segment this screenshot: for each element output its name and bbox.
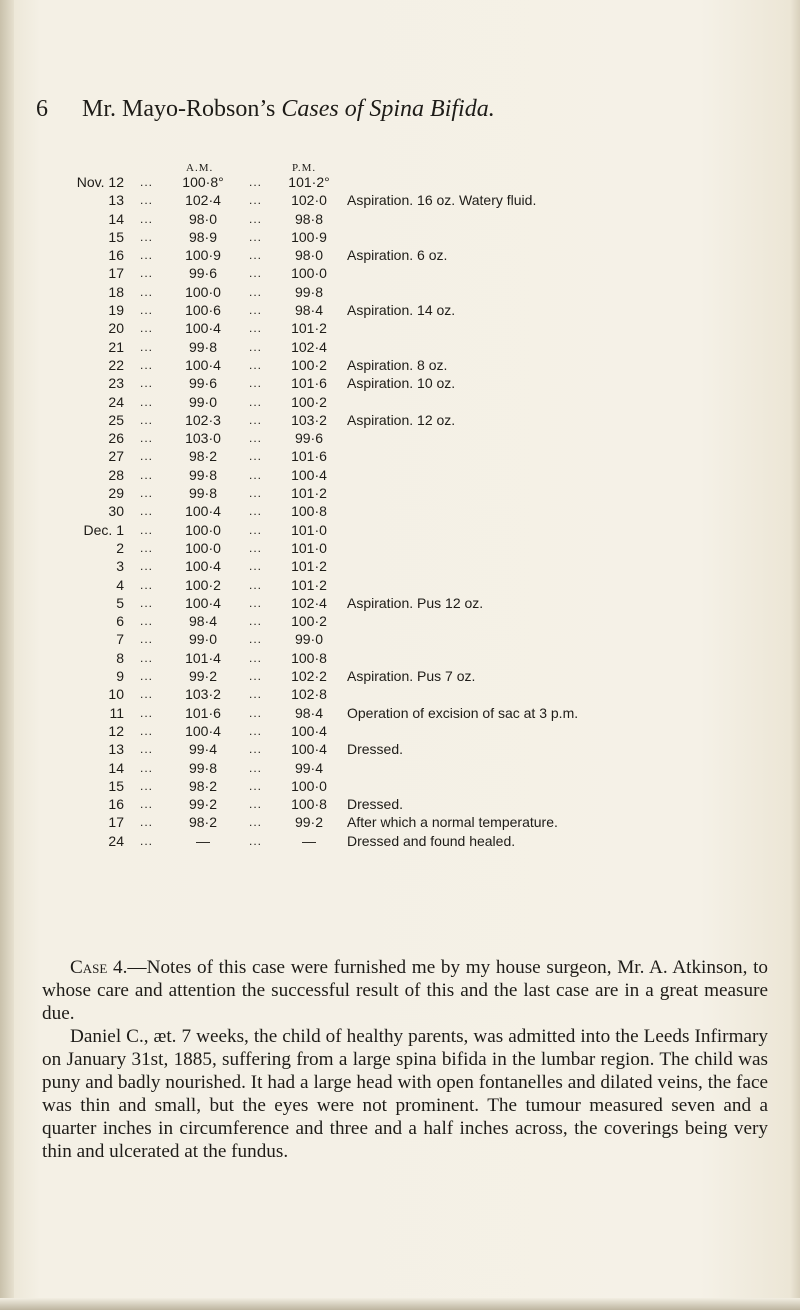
row-leader-dots: ... [249,284,263,299]
row-leader-dots: ... [140,815,154,830]
table-row [0,356,800,374]
table-row [0,704,800,722]
row-leader-dots: ... [140,742,154,757]
row-leader-dots: ... [249,412,263,427]
row-note: Aspiration. Pus 7 oz. [347,668,476,685]
row-am-temp: 98·9 [188,228,218,245]
row-date: 14 [108,210,124,227]
row-note: Aspiration. 8 oz. [347,356,448,373]
row-leader-dots: ... [140,522,154,537]
row-date: 19 [108,302,124,319]
row-leader-dots: ... [140,577,154,592]
row-am-temp: 99·8 [188,759,218,776]
table-row [0,429,800,447]
row-pm-temp: 100·0 [291,777,327,794]
row-pm-temp: 100·4 [291,741,327,758]
row-am-temp: 99·2 [188,668,218,685]
row-am-temp: 100·8° [182,174,224,190]
row-am-temp: 99·8 [188,466,218,483]
row-date: Dec. 1 [83,521,124,538]
row-note: Dressed. [347,796,404,813]
row-am-temp: 101·6 [185,704,221,721]
row-date: 22 [108,356,124,373]
row-note: Dressed and found healed. [347,832,516,849]
row-leader-dots: ... [140,467,154,482]
row-leader-dots: ... [140,833,154,848]
row-leader-dots: ... [140,687,154,702]
row-date: 12 [108,722,124,739]
row-pm-temp: 99·6 [294,430,324,447]
table-row [0,685,800,703]
row-leader-dots: ... [140,797,154,812]
row-pm-temp: 101·6 [291,375,327,392]
table-row [0,411,800,429]
row-leader-dots: ... [140,760,154,775]
row-leader-dots: ... [140,284,154,299]
row-pm-temp: 100·0 [291,265,327,282]
row-leader-dots: ... [140,303,154,318]
row-am-temp: 100·0 [185,539,221,556]
row-date: 28 [108,466,124,483]
row-leader-dots: ... [140,175,154,189]
row-leader-dots: ... [249,778,263,793]
row-am-temp: 100·0 [185,521,221,538]
row-am-temp: 99·0 [188,393,218,410]
table-row [0,502,800,520]
row-am-temp: 100·4 [185,503,221,520]
row-date: 3 [116,558,124,575]
row-date: 16 [108,247,124,264]
case-label: Case 4. [70,957,128,978]
row-leader-dots: ... [249,559,263,574]
row-leader-dots: ... [140,778,154,793]
table-row [0,649,800,667]
table-row [0,191,800,209]
table-row [0,759,800,777]
table-row [0,813,800,831]
row-leader-dots: ... [249,705,263,720]
row-leader-dots: ... [249,193,263,208]
row-leader-dots: ... [249,357,263,372]
row-leader-dots: ... [249,303,263,318]
row-leader-dots: ... [140,193,154,208]
table-row [0,374,800,392]
row-leader-dots: ... [249,595,263,610]
row-date: 24 [108,832,124,849]
row-pm-temp: 101·2° [288,174,330,190]
row-leader-dots: ... [249,376,263,391]
row-note: Aspiration. 12 oz. [347,411,456,428]
row-pm-temp: 99·2 [294,814,324,831]
row-am-temp: 99·6 [188,265,218,282]
column-header-pm: P.M. [292,162,317,174]
row-leader-dots: ... [140,723,154,738]
row-pm-temp: 98·4 [294,302,324,319]
row-pm-temp: 101·2 [291,320,327,337]
row-date: 16 [108,796,124,813]
row-pm-temp: 99·8 [294,283,324,300]
row-leader-dots: ... [140,559,154,574]
row-am-temp: 100·4 [185,356,221,373]
table-row [0,301,800,319]
row-leader-dots: ... [249,723,263,738]
row-am-temp: 100·4 [185,320,221,337]
row-am-temp: 100·4 [185,722,221,739]
row-pm-temp: 101·0 [291,539,327,556]
row-leader-dots: ... [249,614,263,629]
row-am-temp: 98·2 [188,814,218,831]
row-pm-temp: 100·8 [291,796,327,813]
table-row [0,740,800,758]
row-pm-temp: 98·4 [294,704,324,721]
row-date: 6 [116,613,124,630]
case-paragraph-2: Daniel C., æt. 7 weeks, the child of healthy parents, was admitted into the Leeds Infirmary on January 31st, 1885, suffering from a large spina bifida in the lumbar region. The child was puny and badly nourished. It had a large head with open fontanelles and dilated veins, the face was thin and small, but the eyes were not prominent. The tumour measured seven and a quarter inches in circumference and three and a half inches across, the coverings being very thin and ulcerated at the fundus. [42,1026,768,1162]
row-date: 20 [108,320,124,337]
row-note: Aspiration. 10 oz. [347,375,456,392]
row-pm-temp: 101·2 [291,485,327,502]
column-header-am: A.M. [186,162,214,174]
row-am-temp: 100·0 [185,283,221,300]
row-leader-dots: ... [140,705,154,720]
row-leader-dots: ... [249,229,263,244]
row-leader-dots: ... [140,595,154,610]
row-leader-dots: ... [249,632,263,647]
row-leader-dots: ... [140,614,154,629]
row-note: Aspiration. 14 oz. [347,302,456,319]
row-leader-dots: ... [249,577,263,592]
row-pm-temp: 101·0 [291,521,327,538]
running-title [82,96,495,123]
row-note: After which a normal temperature. [347,814,558,831]
row-date: 9 [116,668,124,685]
row-leader-dots: ... [249,321,263,336]
row-leader-dots: ... [140,431,154,446]
table-row [0,521,800,539]
row-pm-temp: 100·2 [291,356,327,373]
table-row [0,484,800,502]
row-pm-temp: 101·2 [291,576,327,593]
row-am-temp: 99·0 [188,631,218,648]
row-am-temp: 103·0 [185,430,221,447]
row-date: 17 [108,265,124,282]
table-row [0,832,800,850]
row-leader-dots: ... [249,797,263,812]
row-leader-dots: ... [249,394,263,409]
row-leader-dots: ... [140,412,154,427]
row-am-temp: 100·4 [185,558,221,575]
row-leader-dots: ... [140,248,154,263]
case-notes [42,956,768,1163]
row-pm-temp: 102·4 [291,338,327,355]
row-pm-temp: 102·4 [291,594,327,611]
row-date: 5 [116,594,124,611]
row-pm-temp: 100·9 [291,228,327,245]
row-date: 15 [108,228,124,245]
table-row [0,722,800,740]
table-row [0,630,800,648]
running-title-subject: Cases of Spina Bifida. [281,96,495,122]
row-pm-temp: 100·2 [291,393,327,410]
row-leader-dots: ... [140,211,154,226]
row-note: Operation of excision of sac at 3 p.m. [347,704,579,721]
row-date: 13 [108,192,124,209]
row-pm-temp: 98·8 [294,210,324,227]
row-pm-temp: 99·0 [294,631,324,648]
row-leader-dots: ... [249,211,263,226]
row-date: 17 [108,814,124,831]
row-leader-dots: ... [140,321,154,336]
table-row [0,594,800,612]
row-am-temp: 99·8 [188,338,218,355]
row-leader-dots: ... [249,687,263,702]
row-leader-dots: ... [249,248,263,263]
row-date: 24 [108,393,124,410]
table-row [0,576,800,594]
table-row [0,557,800,575]
row-leader-dots: ... [140,357,154,372]
row-leader-dots: ... [249,431,263,446]
row-pm-temp: 102·0 [291,192,327,209]
row-leader-dots: ... [140,376,154,391]
row-leader-dots: ... [249,175,263,189]
row-pm-temp: 101·6 [291,448,327,465]
table-row [0,319,800,337]
row-leader-dots: ... [140,504,154,519]
row-pm-temp: 100·4 [291,722,327,739]
row-am-temp: 98·2 [188,448,218,465]
row-am-temp: — [196,832,210,849]
row-pm-temp: 99·4 [294,759,324,776]
row-pm-temp: 102·8 [291,686,327,703]
running-header [0,92,800,132]
row-date: 15 [108,777,124,794]
row-note: Aspiration. 6 oz. [347,247,448,264]
row-date: 30 [108,503,124,520]
table-row [0,210,800,228]
row-leader-dots: ... [140,394,154,409]
row-am-temp: 100·2 [185,576,221,593]
table-row [0,393,800,411]
table-row [0,539,800,557]
row-leader-dots: ... [140,650,154,665]
running-title-author: Mr. Mayo-Robson’s [82,96,282,122]
row-leader-dots: ... [140,339,154,354]
row-date: 2 [116,539,124,556]
row-date: 11 [109,704,124,721]
row-date: 27 [108,448,124,465]
row-date: 8 [116,649,124,666]
row-leader-dots: ... [249,486,263,501]
row-leader-dots: ... [249,650,263,665]
row-date: 18 [108,283,124,300]
row-leader-dots: ... [249,467,263,482]
row-am-temp: 98·2 [188,777,218,794]
row-pm-temp: 102·2 [291,668,327,685]
row-pm-temp: 103·2 [291,411,327,428]
row-am-temp: 100·4 [185,594,221,611]
row-pm-temp: 100·8 [291,503,327,520]
row-leader-dots: ... [249,815,263,830]
table-row [0,795,800,813]
row-pm-temp: 100·4 [291,466,327,483]
row-am-temp: 99·8 [188,485,218,502]
table-row [0,466,800,484]
row-note: Dressed. [347,741,404,758]
row-note: Aspiration. 16 oz. Watery fluid. [347,192,537,209]
table-row [0,264,800,282]
row-date: 26 [108,430,124,447]
row-pm-temp: 100·2 [291,613,327,630]
row-date: 7 [116,631,124,648]
row-leader-dots: ... [249,449,263,464]
row-leader-dots: ... [140,540,154,555]
row-date: 29 [108,485,124,502]
table-row [0,777,800,795]
row-date: 10 [108,686,124,703]
row-leader-dots: ... [140,669,154,684]
row-date: Nov. 12 [76,174,124,190]
row-am-temp: 99·2 [188,796,218,813]
row-leader-dots: ... [249,760,263,775]
row-am-temp: 102·4 [185,192,221,209]
row-leader-dots: ... [249,522,263,537]
case-paragraph-1-text: —Notes of this case were furnished me by my house surgeon, Mr. A. Atkinson, to whose care and attention the successful result of this and the last case are in a great measure due. [42,957,769,1024]
row-leader-dots: ... [140,449,154,464]
row-leader-dots: ... [249,833,263,848]
table-row [0,667,800,685]
row-leader-dots: ... [140,229,154,244]
row-date: 25 [108,411,124,428]
row-date: 4 [116,576,124,593]
row-leader-dots: ... [249,669,263,684]
row-date: 14 [108,759,124,776]
row-date: 21 [108,338,124,355]
table-row [0,338,800,356]
row-am-temp: 99·6 [188,375,218,392]
table-row [0,228,800,246]
row-note: Aspiration. Pus 12 oz. [347,594,484,611]
row-am-temp: 101·4 [185,649,221,666]
row-pm-temp: — [302,832,316,849]
row-leader-dots: ... [140,632,154,647]
page-bottom-edge [0,1298,800,1310]
row-leader-dots: ... [249,540,263,555]
row-date: 23 [108,375,124,392]
row-pm-temp: 100·8 [291,649,327,666]
row-leader-dots: ... [140,266,154,281]
row-leader-dots: ... [249,742,263,757]
page-number: 6 [36,96,48,122]
table-row [0,173,800,191]
row-date: 13 [108,741,124,758]
row-am-temp: 102·3 [185,411,221,428]
temperature-table [0,173,800,850]
row-pm-temp: 101·2 [291,558,327,575]
row-am-temp: 99·4 [188,741,218,758]
table-row [0,447,800,465]
table-row [0,283,800,301]
row-leader-dots: ... [140,486,154,501]
row-leader-dots: ... [249,339,263,354]
row-leader-dots: ... [249,266,263,281]
row-leader-dots: ... [249,504,263,519]
table-row [0,246,800,264]
row-am-temp: 100·6 [185,302,221,319]
row-am-temp: 100·9 [185,247,221,264]
row-am-temp: 98·0 [188,210,218,227]
row-am-temp: 103·2 [185,686,221,703]
row-am-temp: 98·4 [188,613,218,630]
case-paragraph-1 [42,956,768,1025]
row-pm-temp: 98·0 [294,247,324,264]
table-row [0,612,800,630]
